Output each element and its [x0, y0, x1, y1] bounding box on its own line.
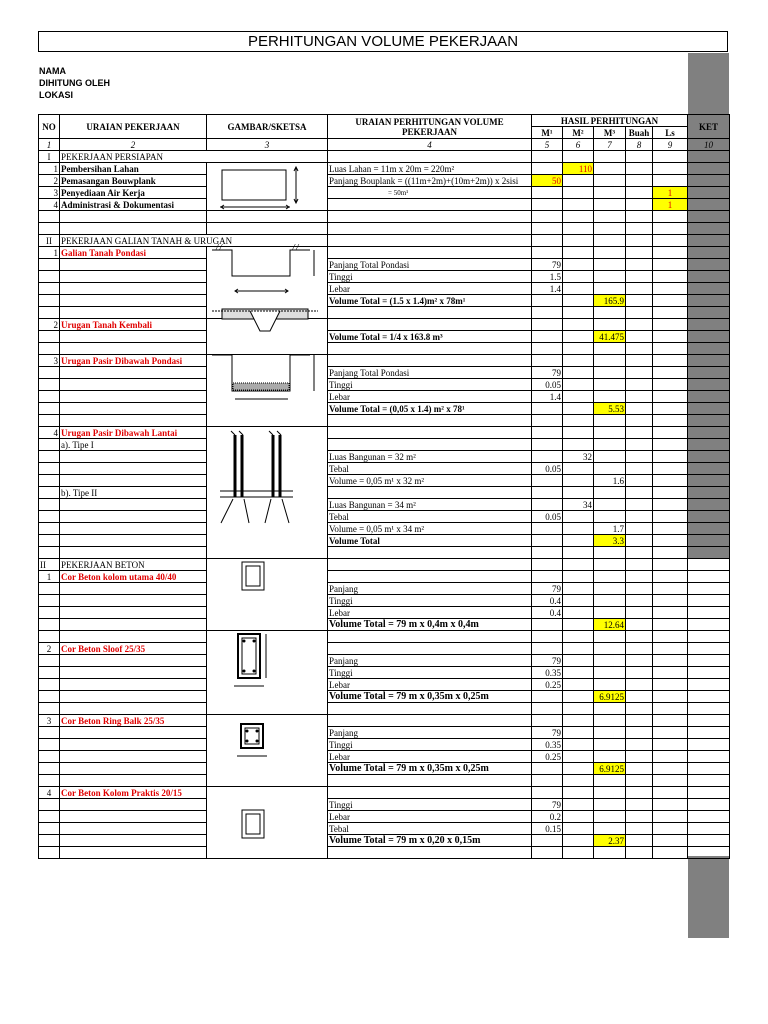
calc-label: Tinggi: [328, 667, 532, 679]
calc-label: Tinggi: [328, 379, 532, 391]
row-name: Administrasi & Dokumentasi: [60, 199, 207, 211]
row-no: 4: [39, 199, 60, 211]
calc-label: Panjang: [328, 655, 532, 667]
row-name: Pembersihan Lahan: [60, 163, 207, 175]
calc-label: Panjang: [328, 583, 532, 595]
page-title: PERHITUNGAN VOLUME PEKERJAAN: [38, 31, 728, 52]
col-buah-header: Buah: [626, 127, 653, 139]
row-name: Urugan Pasir Dibawah Lantai: [60, 427, 207, 439]
idx-cell: 5: [532, 139, 563, 151]
col-perhitungan-header: URAIAN PERHITUNGAN VOLUME PEKERJAAN: [328, 115, 532, 139]
meta-nama: NAMA: [39, 66, 66, 76]
calc-label: Lebar: [328, 283, 532, 295]
calc-total: Volume Total = 79 m x 0,20 x 0,15m: [328, 835, 532, 847]
calc-value: 0.05: [532, 463, 563, 475]
calc-value: 79: [532, 367, 563, 379]
row-no: 1: [39, 571, 60, 583]
meta-lokasi: LOKASI: [39, 90, 74, 100]
column-40-sketch: [240, 560, 266, 592]
calc-label: Luas Bangunan = 32 m²: [328, 451, 532, 463]
total-value: 3.3: [594, 535, 626, 547]
idx-cell: 2: [60, 139, 207, 151]
calc-label: Luas Bangunan = 34 m²: [328, 499, 532, 511]
calc-value: 1.6: [594, 475, 626, 487]
row-m2: 110: [563, 163, 594, 175]
row-no: 2: [39, 643, 60, 655]
idx-cell: 8: [626, 139, 653, 151]
row-m1: 50: [532, 175, 563, 187]
total-value: 165.9: [594, 295, 626, 307]
calc-label: Lebar: [328, 391, 532, 403]
sketch-cell: [207, 559, 328, 631]
table-row: [39, 187, 730, 199]
floor-section-sketch: [215, 427, 295, 527]
idx-cell: 6: [563, 139, 594, 151]
col-ls-header: Ls: [653, 127, 688, 139]
svg-text:╱╱: ╱╱: [292, 245, 300, 251]
calc-value: 0.15: [532, 823, 563, 835]
grey-column-bottom: [688, 856, 729, 938]
grey-column-top: [688, 53, 729, 114]
sub-item: a). Tipe I: [60, 439, 207, 451]
row-no: 4: [39, 787, 60, 799]
calc-label: Panjang Total Pondasi: [328, 259, 532, 271]
row-ls: 1: [653, 199, 688, 211]
calc-label: Panjang Total Pondasi: [328, 367, 532, 379]
total-value: 41.475: [594, 331, 626, 343]
row-calc: Luas Lahan = 11m x 20m = 220m²: [328, 163, 532, 175]
calc-label: Volume = 0,05 m¹ x 32 m²: [328, 475, 532, 487]
col-no-header: NO: [39, 115, 60, 139]
calc-value: 79: [532, 799, 563, 811]
idx-cell: 4: [328, 139, 532, 151]
section-row: [39, 559, 730, 571]
section-row: [39, 235, 730, 247]
row-no: 1: [39, 247, 60, 259]
section-title: PEKERJAAN PERSIAPAN: [60, 151, 328, 163]
total-value: 2.37: [594, 835, 626, 847]
ringbalk-sketch: [235, 722, 275, 762]
column-praktis-sketch: [240, 808, 266, 840]
calc-value: 0.35: [532, 667, 563, 679]
backfill-sketch: [210, 307, 320, 335]
row-no: 1: [39, 163, 60, 175]
header-row-1: [39, 115, 730, 127]
calc-total: Volume Total = 1/4 x 163.8 m³: [328, 331, 532, 343]
section-no: II: [39, 235, 60, 247]
calc-label: Tebal: [328, 823, 532, 835]
sub-item: b). Tipe II: [60, 487, 207, 499]
sand-bed-sketch: [210, 349, 320, 404]
calc-value: 0.25: [532, 751, 563, 763]
section-no: II: [39, 559, 60, 571]
calc-total: Volume Total = 79 m x 0,35m x 0,25m: [328, 691, 532, 703]
table-row: [39, 199, 730, 211]
calc-label: Panjang: [328, 727, 532, 739]
section-no: I: [39, 151, 60, 163]
calc-label: Lebar: [328, 607, 532, 619]
section-title: PEKERJAAN BETON: [60, 559, 207, 571]
idx-cell: 9: [653, 139, 688, 151]
calc-value: 1.7: [594, 523, 626, 535]
calc-value: 0.35: [532, 739, 563, 751]
table-row: [39, 163, 730, 175]
row-calc: Panjang Bouplank = ((11m+2m)+(10m+2m)) x 2sisi: [328, 175, 532, 187]
section-title: PEKERJAAN GALIAN TANAH & URUGAN: [60, 235, 328, 247]
calc-value: 1.4: [532, 391, 563, 403]
calc-total: Volume Total = (1.5 x 1.4)m² x 78m¹: [328, 295, 532, 307]
total-value: 6.9125: [594, 763, 626, 775]
calc-value: 0.4: [532, 595, 563, 607]
calc-label: Tebal: [328, 511, 532, 523]
row-name: Cor Beton kolom utama 40/40: [60, 571, 207, 583]
meta-dihitung: DIHITUNG OLEH: [39, 78, 110, 88]
row-no: 3: [39, 715, 60, 727]
col-m2-header: M²: [563, 127, 594, 139]
calc-value: 0.25: [532, 679, 563, 691]
calc-total: Volume Total = 79 m x 0,35m x 0,25m: [328, 763, 532, 775]
row-calc: = 50m¹: [328, 187, 532, 199]
table-row: [39, 175, 730, 187]
calc-value: 0.05: [532, 379, 563, 391]
calc-label: Lebar: [328, 679, 532, 691]
row-name: Cor Beton Ring Balk 25/35: [60, 715, 207, 727]
calc-value: 79: [532, 259, 563, 271]
col-ket-header: KET: [688, 115, 730, 139]
volume-table: [38, 114, 730, 859]
calc-label: Lebar: [328, 751, 532, 763]
idx-cell: 10: [688, 139, 730, 151]
calc-value: 79: [532, 727, 563, 739]
idx-cell: 3: [207, 139, 328, 151]
row-name: Pemasangan Bouwplank: [60, 175, 207, 187]
calc-value: 0.2: [532, 811, 563, 823]
row-name: Cor Beton Sloof 25/35: [60, 643, 207, 655]
calc-value: 32: [563, 451, 594, 463]
row-name: Urugan Pasir Dibawah Pondasi: [60, 355, 207, 367]
calc-label: Tinggi: [328, 739, 532, 751]
calc-value: 34: [563, 499, 594, 511]
row-ls: 1: [653, 187, 688, 199]
row-name: Urugan Tanah Kembali: [60, 319, 207, 331]
excavation-sketch: [210, 244, 320, 299]
calc-label: Volume = 0,05 m¹ x 34 m²: [328, 523, 532, 535]
col-gambar-header: GAMBAR/SKETSA: [207, 115, 328, 139]
row-no: 2: [39, 175, 60, 187]
calc-value: 1.5: [532, 271, 563, 283]
col-m3-header: M³: [594, 127, 626, 139]
total-value: 12.64: [594, 619, 626, 631]
calc-value: 79: [532, 655, 563, 667]
idx-cell: 1: [39, 139, 60, 151]
calc-value: 1.4: [532, 283, 563, 295]
calc-total: Volume Total = (0,05 x 1.4) m² x 78¹: [328, 403, 532, 415]
calc-label: Lebar: [328, 811, 532, 823]
site-plan-sketch: [210, 165, 320, 215]
row-no: 4: [39, 427, 60, 439]
section-row: [39, 151, 730, 163]
index-row: [39, 139, 730, 151]
calc-label: Tebal: [328, 463, 532, 475]
sloof-sketch: [232, 632, 272, 692]
row-no: 3: [39, 355, 60, 367]
col-m1-header: M¹: [532, 127, 563, 139]
col-hasil-header: HASIL PERHITUNGAN: [532, 115, 688, 127]
row-name: Galian Tanah Pondasi: [60, 247, 207, 259]
col-uraian-header: URAIAN PEKERJAAN: [60, 115, 207, 139]
svg-text:ᐧ╱╱: ᐧ╱╱: [214, 245, 223, 251]
idx-cell: 7: [594, 139, 626, 151]
calc-value: 79: [532, 583, 563, 595]
row-no: 2: [39, 319, 60, 331]
calc-label: Tinggi: [328, 271, 532, 283]
row-no: 3: [39, 187, 60, 199]
total-value: 6.9125: [594, 691, 626, 703]
calc-value: 0.05: [532, 511, 563, 523]
calc-total: Volume Total = 79 m x 0,4m x 0,4m: [328, 619, 532, 631]
row-name: Cor Beton Kolom Praktis 20/15: [60, 787, 207, 799]
calc-label: Tinggi: [328, 595, 532, 607]
row-name: Penyediaan Air Kerja: [60, 187, 207, 199]
total-value: 5.53: [594, 403, 626, 415]
row-calc: [328, 199, 532, 211]
calc-label: Tinggi: [328, 799, 532, 811]
calc-value: 0.4: [532, 607, 563, 619]
calc-total: Volume Total: [328, 535, 532, 547]
sketch-cell: [207, 787, 328, 859]
